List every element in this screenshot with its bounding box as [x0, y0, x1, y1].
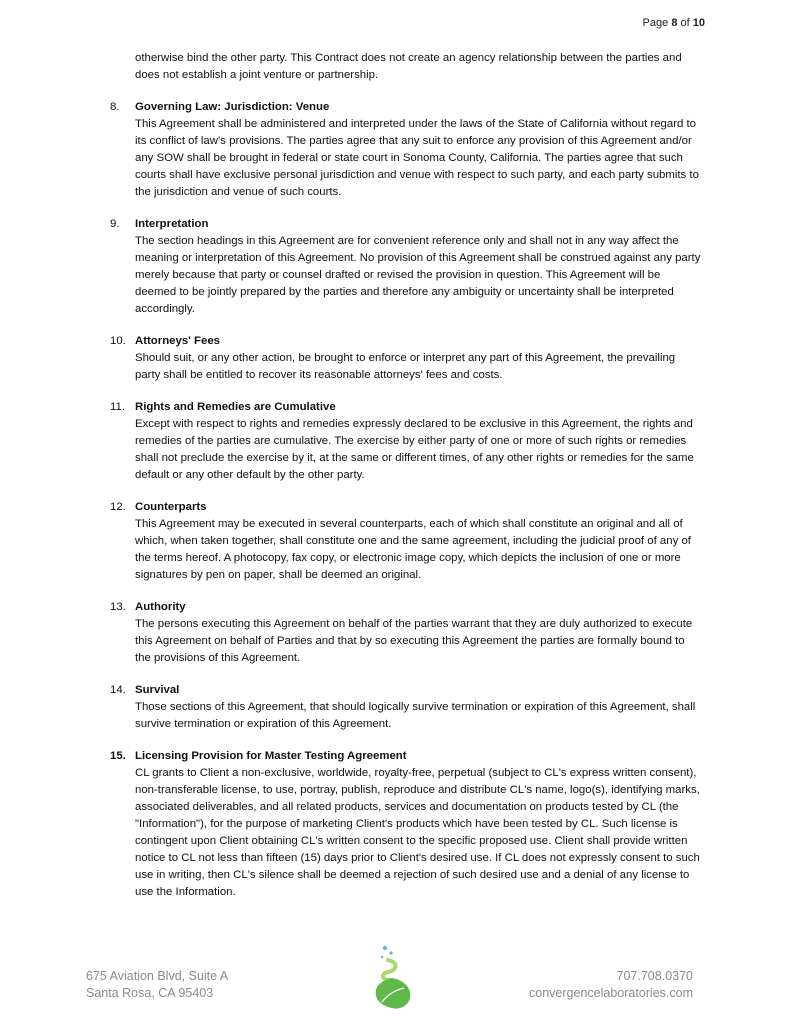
page-total: 10: [692, 17, 705, 29]
footer-address: [86, 968, 228, 1002]
page-current: 8: [671, 17, 678, 29]
page-of: of: [680, 17, 690, 29]
address-line-1: 675 Aviation Blvd, Suite A: [86, 969, 229, 983]
flask-leaf-logo-icon: [368, 944, 418, 1010]
website-link[interactable]: convergencelaboratories.com: [529, 986, 693, 1000]
section-heading: Survival: [135, 684, 180, 696]
section-heading: Attorneys' Fees: [135, 335, 221, 347]
section-number: 14.: [110, 684, 126, 696]
section-authority: [110, 599, 702, 667]
section-number: 8.: [110, 101, 120, 113]
section-governing-law: [110, 99, 702, 201]
section-body: Except with respect to rights and remedies expressly declared to be exclusive in this Agreement, the rights and remedies of the parties are cumulative. The exercise by either party of one or more of such rights or remedies shall not preclude the exercise by it, at the same or different times, of any other rights or remedies for the same default or any other default by the other party.: [135, 418, 694, 481]
footer-contact: [529, 968, 693, 1002]
section-number: 9.: [110, 218, 120, 230]
section-number: 11.: [110, 401, 125, 413]
section-body: This Agreement may be executed in several counterparts, each of which shall constitute an original and all of which, when taken together, shall constitute one and the same agreement, including the judicial proof of any of the terms hereof. A photocopy, fax copy, or electronic image copy, which depicts the inclusion of one or more signatures by pen on paper, shall be deemed an original.: [135, 518, 691, 581]
section-body: The section headings in this Agreement are for convenient reference only and shall not in any way affect the meaning or interpretation of this Agreement. No provision of this Agreement shall be construed against any party merely because that party or counsel drafted or revised the provision in question. This Agreement will be deemed to be jointly prepared by the parties and therefore any ambiguity or uncertainty shall be interpreted accordingly.: [135, 235, 701, 315]
section-heading: Governing Law: Jurisdiction: Venue: [135, 101, 330, 113]
document-body: [110, 50, 702, 916]
section-heading: Licensing Provision for Master Testing Agreement: [135, 750, 407, 762]
address-line-2: Santa Rosa, CA 95403: [86, 986, 214, 1000]
phone-number: 707.708.0370: [616, 969, 693, 983]
section-heading: Counterparts: [135, 501, 207, 513]
section-number: 13.: [110, 601, 126, 613]
section-body: Those sections of this Agreement, that should logically survive termination or expiration of this Agreement, shall survive termination or expiration of this Agreement.: [135, 701, 696, 730]
section-body: Should suit, or any other action, be brought to enforce or interpret any part of this Agreement, the prevailing party shall be entitled to recover its reasonable attorneys' fees and costs.: [135, 352, 676, 381]
section-body: The persons executing this Agreement on behalf of the parties warrant that they are duly authorized to execute this Agreement on behalf of Parties and that by so executing this Agreement the parties are formally bound to the provisions of this Agreement.: [135, 618, 693, 664]
section-licensing: [110, 748, 702, 901]
section-heading: Authority: [135, 601, 186, 613]
section-heading: Interpretation: [135, 218, 209, 230]
page-number: [643, 17, 705, 29]
section-body: This Agreement shall be administered and interpreted under the laws of the State of California without regard to its conflict of law’s provisions. The parties agree that any suit to enforce any provision of this Agreement and/or any SOW shall be brought in federal or state court in Sonoma County, California. The parties agree that such courts shall have exclusive personal jurisdiction and venue with respect to such party, and each party submits to the jurisdiction and venue of such courts.: [135, 118, 699, 198]
section-survival: [110, 682, 702, 733]
section-body: CL grants to Client a non-exclusive, worldwide, royalty-free, perpetual (subject to CL's express written consent), non-transferable license, to use, portray, publish, reproduce and distribute CL's name, logo(s), identifying marks, associated deliverables, and all related products, services and documentation on products tested by CL (the "Information"), for the purpose of marketing Client's products which have been tested by CL. Such license is contingent upon Client obtaining CL's written consent to the specific proposed use. Client shall provide written notice to CL not less than fifteen (15) days prior to Client's desired use. If CL does not expressly consent to such use in writing, then CL's silence shall be deemed a rejection of such desired use and a denial of any license to use the Information.: [135, 767, 700, 898]
page-label: Page: [642, 17, 669, 29]
section-counterparts: [110, 499, 702, 584]
section-number: 15.: [110, 750, 126, 762]
section-rights-remedies: [110, 399, 702, 484]
section-interpretation: [110, 216, 702, 318]
section-number: 10.: [110, 335, 126, 347]
lead-paragraph: otherwise bind the other party. This Contract does not create an agency relationship between the parties and does not establish a joint venture or partnership.: [135, 52, 682, 81]
section-number: 12.: [110, 501, 126, 513]
section-attorneys-fees: [110, 333, 702, 384]
section-heading: Rights and Remedies are Cumulative: [135, 401, 336, 413]
